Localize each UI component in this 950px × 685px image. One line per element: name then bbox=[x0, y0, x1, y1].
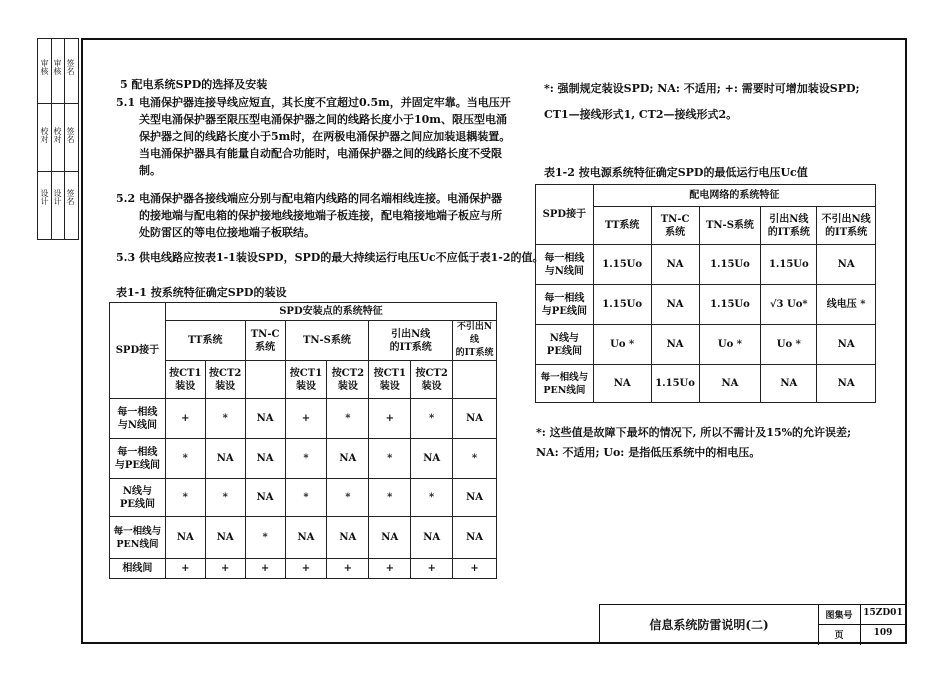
t1-cell: * bbox=[285, 479, 327, 517]
t1-cell: * bbox=[327, 479, 369, 517]
paragraph-line: 处防雷区的等电位接地端子板联结。 bbox=[139, 226, 315, 239]
t2-cell: Uo * bbox=[761, 325, 817, 365]
t2-cell: NA bbox=[817, 245, 876, 285]
t1-cell: NA bbox=[327, 439, 369, 479]
table-row bbox=[110, 479, 497, 517]
table-row bbox=[110, 517, 497, 559]
paragraph-line: 制。 bbox=[139, 164, 161, 177]
t2-col-header: TN-S系统 bbox=[699, 207, 761, 245]
sidebar-label: 签名 bbox=[66, 127, 75, 143]
t2-col-header: TT系统 bbox=[593, 207, 651, 245]
table-row bbox=[110, 559, 497, 579]
t1-row-label: 每一相线 与N线间 bbox=[110, 399, 166, 439]
table-row bbox=[536, 245, 876, 285]
t1-row-label: 每一相线与 PEN线间 bbox=[110, 517, 166, 559]
t2-cell: NA bbox=[651, 325, 699, 365]
t1-sub: 按CT1 装设 bbox=[369, 361, 411, 399]
t2-cell: NA bbox=[817, 325, 876, 365]
t1-header-it-non: 不引出N线 的IT系统 bbox=[453, 321, 497, 361]
sidebar-label: 校对 bbox=[53, 127, 62, 143]
t1-cell: + bbox=[411, 559, 453, 579]
t1-cell: NA bbox=[245, 479, 285, 517]
t1-cell: + bbox=[285, 399, 327, 439]
t1-cell: * bbox=[411, 479, 453, 517]
t1-header-it-n: 引出N线 的IT系统 bbox=[369, 321, 453, 361]
t1-cell: NA bbox=[453, 399, 497, 439]
t2-cell: 1.15Uo bbox=[699, 245, 761, 285]
t2-header-group: 配电网络的系统特征 bbox=[593, 185, 875, 207]
t1-cell: + bbox=[165, 399, 205, 439]
paragraph-line: 关型电涌保护器至限压型电涌保护器之间的线路长度小于10m、限压型电涌 bbox=[139, 113, 507, 126]
t2-cell: Uo * bbox=[593, 325, 651, 365]
paragraph-line: 的接地端与配电箱的保护接地线接地端子板连接，配电箱接地端子板应与所 bbox=[139, 209, 502, 222]
t1-header-tt: TT系统 bbox=[165, 321, 245, 361]
sidebar-label: 签名 bbox=[66, 189, 75, 205]
t2-cell: 1.15Uo bbox=[593, 245, 651, 285]
t1-cell: * bbox=[369, 439, 411, 479]
t1-header-tnc: TN-C 系统 bbox=[245, 321, 285, 361]
t2-col-header: 不引出N线 的IT系统 bbox=[817, 207, 876, 245]
t1-cell: * bbox=[411, 399, 453, 439]
t1-header-tns: TN-S系统 bbox=[285, 321, 369, 361]
t1-cell: NA bbox=[453, 479, 497, 517]
t1-cell: NA bbox=[245, 399, 285, 439]
drawing-title: 信息系统防雷说明(二) bbox=[649, 618, 769, 632]
t1-row-label: 每一相线 与PE线间 bbox=[110, 439, 166, 479]
t1-sub: 按CT1 装设 bbox=[285, 361, 327, 399]
t2-col-header: TN-C 系统 bbox=[651, 207, 699, 245]
t1-sub: 按CT2 装设 bbox=[327, 361, 369, 399]
table-row bbox=[536, 365, 876, 403]
t1-cell: NA bbox=[205, 439, 245, 479]
t2-cell: 1.15Uo bbox=[761, 245, 817, 285]
page-label: 页 bbox=[834, 631, 844, 641]
t1-cell: * bbox=[245, 517, 285, 559]
atlas-label: 图集号 bbox=[825, 611, 853, 621]
t2-row-label: 每一相线 与PE线间 bbox=[536, 285, 594, 325]
t1-cell: * bbox=[165, 439, 205, 479]
table-row bbox=[110, 439, 497, 479]
sidebar-divider bbox=[64, 39, 65, 239]
table2-title: 表1-2 按电源系统特征确定SPD的最低运行电压Uc值 bbox=[544, 166, 808, 179]
table-row bbox=[536, 285, 876, 325]
table2 bbox=[535, 184, 876, 403]
sidebar-label: 审核 bbox=[40, 59, 49, 75]
t2-cell: Uo * bbox=[699, 325, 761, 365]
sidebar-label: 设计 bbox=[40, 189, 49, 205]
t1-cell: NA bbox=[205, 517, 245, 559]
t1-cell: NA bbox=[369, 517, 411, 559]
t1-cell: NA bbox=[453, 517, 497, 559]
t2-cell: NA bbox=[651, 285, 699, 325]
t2-row-label: 每一相线 与N线间 bbox=[536, 245, 594, 285]
paragraph-line: 当电涌保护器具有能量自动配合功能时，电涌保护器之间的线路长度不受限 bbox=[139, 147, 502, 160]
t1-cell: NA bbox=[411, 439, 453, 479]
sidebar-label: 设计 bbox=[53, 189, 62, 205]
paragraph-line: 5.2 电涌保护器各接线端应分别与配电箱内线路的同名端相线连接。电涌保护器 bbox=[116, 192, 502, 205]
note-line: CT1—接线形式1, CT2—接线形式2。 bbox=[544, 108, 738, 121]
t1-sub bbox=[453, 361, 497, 399]
t2-cell: 1.15Uo bbox=[699, 285, 761, 325]
t2-row-label: 每一相线与 PEN线间 bbox=[536, 365, 594, 403]
t2-header-spd: SPD接于 bbox=[536, 185, 594, 245]
t2-cell: 1.15Uo bbox=[651, 365, 699, 403]
paragraph-line: 5.3 供电线路应按表1-1装设SPD，SPD的最大持续运行电压Uc不应低于表1-2的值。 bbox=[116, 251, 544, 264]
note-line: *: 强制规定装设SPD; NA: 不适用; +: 需要时可增加装设SPD; bbox=[544, 82, 860, 95]
approval-sidebar bbox=[37, 38, 79, 240]
t1-cell: NA bbox=[411, 517, 453, 559]
t1-cell: NA bbox=[165, 517, 205, 559]
t2-cell: NA bbox=[761, 365, 817, 403]
t1-cell: * bbox=[285, 439, 327, 479]
t1-cell: NA bbox=[285, 517, 327, 559]
table1-title: 表1-1 按系统特征确定SPD的装设 bbox=[116, 286, 287, 299]
t1-cell: NA bbox=[327, 517, 369, 559]
sidebar-label: 签名 bbox=[66, 59, 75, 75]
t2-cell: 1.15Uo bbox=[593, 285, 651, 325]
t1-sub bbox=[245, 361, 285, 399]
t2-cell: NA bbox=[593, 365, 651, 403]
t1-cell: + bbox=[285, 559, 327, 579]
t1-cell: + bbox=[453, 559, 497, 579]
paragraph-line: 保护器之间的线路长度小于5m时，在两极电涌保护器之间应加装退耦装置。 bbox=[139, 130, 511, 143]
t1-cell: * bbox=[165, 479, 205, 517]
t1-cell: * bbox=[453, 439, 497, 479]
table1 bbox=[109, 302, 497, 579]
t2-cell: NA bbox=[817, 365, 876, 403]
sidebar-label: 审核 bbox=[53, 59, 62, 75]
t2-cell: 线电压 * bbox=[817, 285, 876, 325]
t2-col-header: 引出N线 的IT系统 bbox=[761, 207, 817, 245]
t1-sub: 按CT1 装设 bbox=[165, 361, 205, 399]
note-line: NA: 不适用; Uo: 是指低压系统中的相电压。 bbox=[536, 446, 761, 459]
t1-cell: * bbox=[205, 399, 245, 439]
section-heading: 5 配电系统SPD的选择及安装 bbox=[120, 78, 268, 91]
sidebar-divider bbox=[51, 39, 52, 239]
t1-cell: * bbox=[369, 479, 411, 517]
t1-cell: * bbox=[327, 399, 369, 439]
t1-cell: + bbox=[205, 559, 245, 579]
t1-sub: 按CT2 装设 bbox=[205, 361, 245, 399]
paragraph-line: 5.1 电涌保护器连接导线应短直，其长度不宜超过0.5m，并固定牢靠。当电压开 bbox=[116, 96, 511, 109]
t1-cell: + bbox=[245, 559, 285, 579]
t2-row-label: N线与 PE线间 bbox=[536, 325, 594, 365]
t1-cell: + bbox=[369, 399, 411, 439]
sidebar-label: 校对 bbox=[40, 127, 49, 143]
title-block bbox=[599, 604, 905, 644]
t2-cell: √3 Uo* bbox=[761, 285, 817, 325]
t1-cell: + bbox=[327, 559, 369, 579]
table-row bbox=[110, 399, 497, 439]
t1-cell: NA bbox=[245, 439, 285, 479]
t1-cell: + bbox=[165, 559, 205, 579]
t1-row-label: N线与 PE线间 bbox=[110, 479, 166, 517]
tb-divider bbox=[818, 624, 906, 625]
table-row bbox=[536, 325, 876, 365]
t1-row-label: 相线间 bbox=[110, 559, 166, 579]
t1-header-spd: SPD接于 bbox=[110, 303, 166, 399]
note-line: *: 这些值是故障下最坏的情况下, 所以不需计及15%的允许误差; bbox=[536, 426, 852, 439]
t2-cell: NA bbox=[699, 365, 761, 403]
t1-cell: + bbox=[369, 559, 411, 579]
t1-sub: 按CT2 装设 bbox=[411, 361, 453, 399]
page-value: 109 bbox=[873, 628, 893, 638]
t1-header-group: SPD安装点的系统特征 bbox=[165, 303, 496, 321]
atlas-value: 15ZD01 bbox=[863, 608, 903, 618]
t2-cell: NA bbox=[651, 245, 699, 285]
t1-cell: * bbox=[205, 479, 245, 517]
